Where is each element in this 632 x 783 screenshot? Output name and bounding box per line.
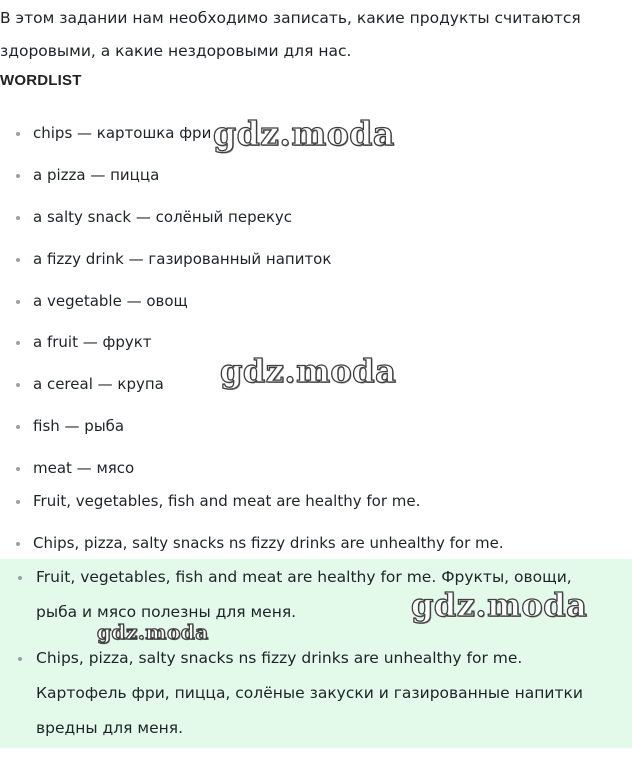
watermark: gdz.moda (97, 620, 209, 644)
watermark: gdz.moda (220, 352, 397, 390)
list-item-text: meat — мясо (33, 459, 135, 477)
list-item-text: Fruit, vegetables, fish and meat are healthy for me. (33, 492, 421, 510)
list-item (16, 458, 134, 478)
list-item (16, 374, 164, 394)
answer-item-text: Chips, pizza, salty snacks ns fizzy drinks are unhealthy for me. Картофель фри, пицца, солёные закуски и газированные напитки вредны для меня. (36, 649, 583, 737)
list-item-text: a salty snack — солёный перекус (33, 208, 293, 226)
list-item-text: fish — рыба (33, 417, 125, 435)
list-item (16, 249, 331, 269)
list-item (16, 533, 504, 553)
list-item (16, 123, 211, 143)
list-item (16, 207, 292, 227)
answer-item (18, 641, 608, 746)
list-item-text: a pizza — пицца (33, 166, 160, 184)
list-item-text: a vegetable — овощ (33, 292, 188, 310)
list-item-text: Chips, pizza, salty snacks ns fizzy drinks are unhealthy for me. (33, 534, 504, 552)
list-item-text: a cereal — крупа (33, 375, 164, 393)
list-item (16, 416, 124, 436)
answer-item-text: Fruit, vegetables, fish and meat are healthy for me. Фрукты, овощи, рыба и мясо полезны для меня. (36, 568, 572, 621)
watermark: gdz.moda (411, 586, 588, 624)
wordlist-heading: WORDLIST (0, 72, 82, 89)
list-item-text: a fizzy drink — газированный напиток (33, 250, 332, 268)
list-item (16, 291, 188, 311)
watermark: gdz.moda (213, 114, 395, 153)
list-item (16, 491, 420, 511)
list-item-text: a fruit — фрукт (33, 333, 152, 351)
intro-text: В этом задании нам необходимо записать, какие продукты считаются здоровыми, а какие нездоровыми для нас. (0, 9, 581, 60)
list-item (16, 165, 159, 185)
list-item-text: chips — картошка фри (33, 124, 212, 142)
list-item (16, 332, 152, 352)
